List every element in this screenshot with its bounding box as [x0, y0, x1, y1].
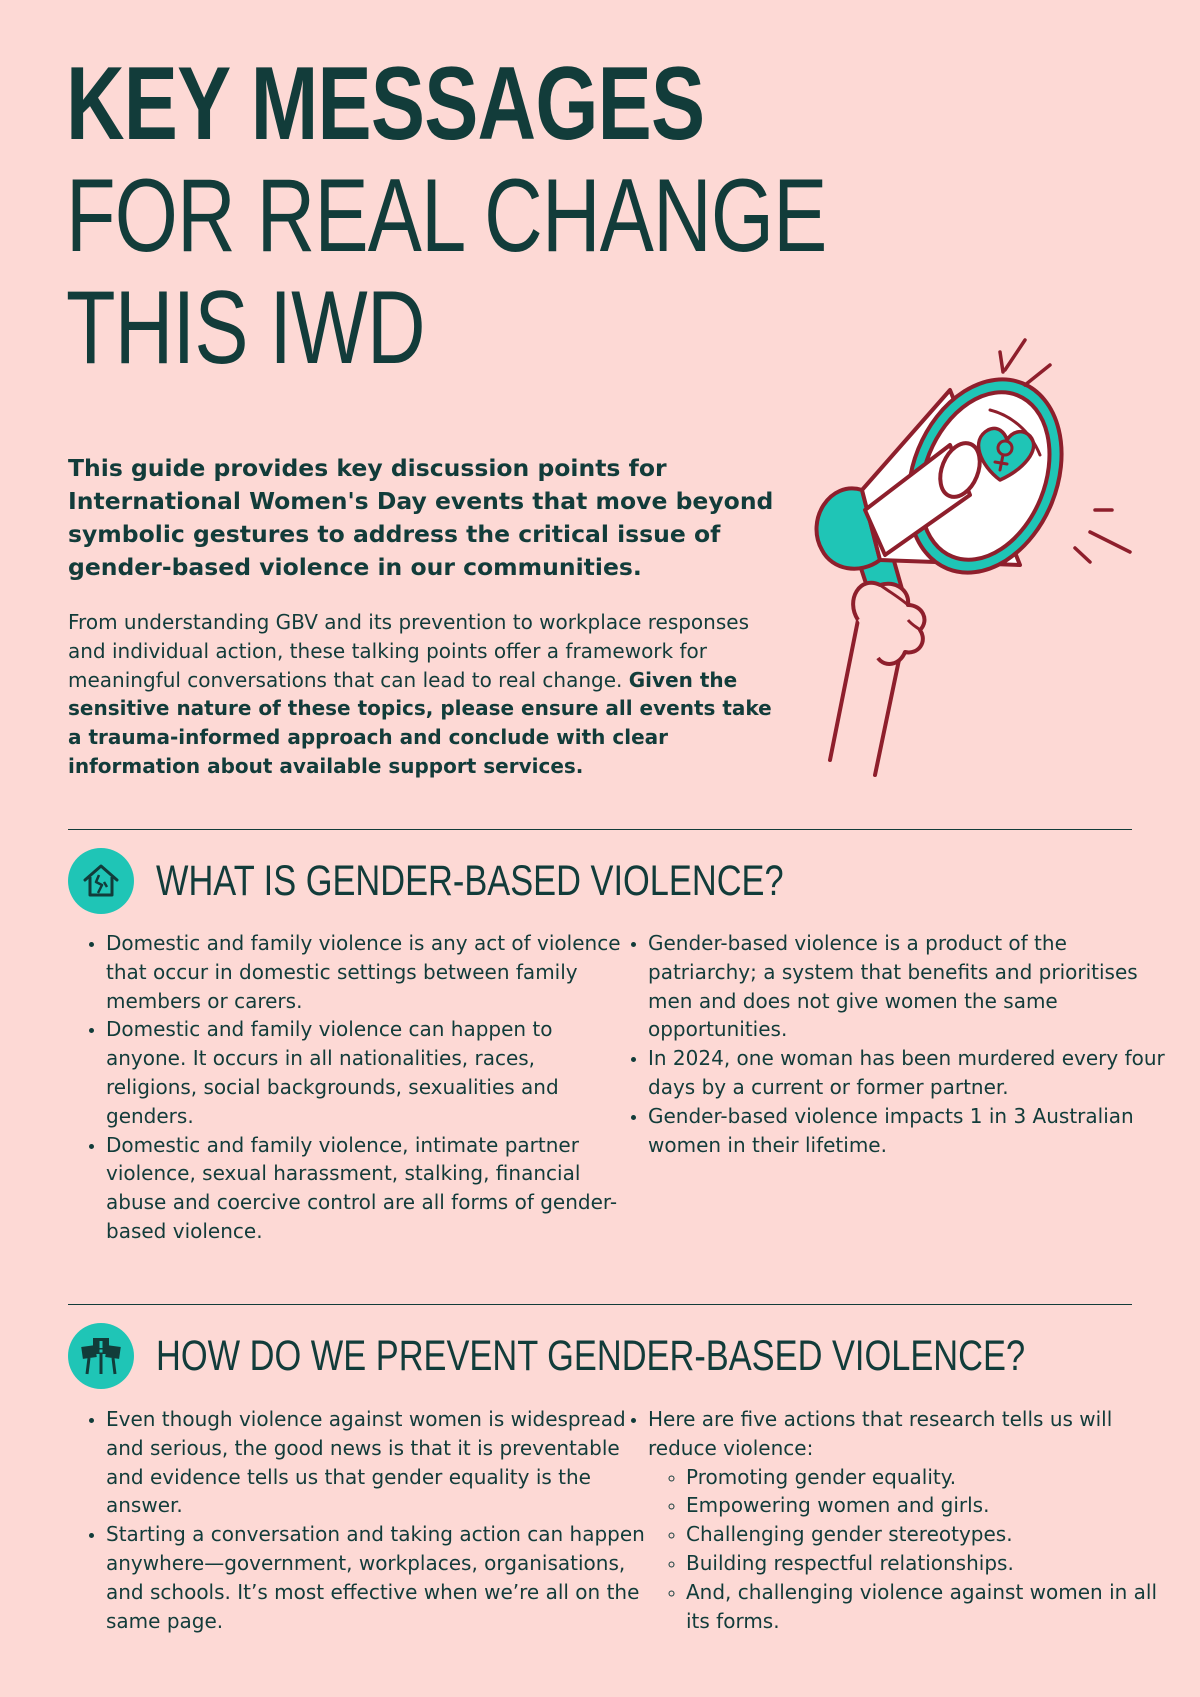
section-prevent-gbv-header — [68, 1323, 1200, 1389]
section-2-left-list — [68, 1405, 646, 1635]
list-item: • Domestic and family violence can happen to anyone. It occurs in all nationalities, races, religions, social backgrounds, sexualities and genders. — [106, 1015, 626, 1130]
actions-intro: Here are five actions that research tells us will reduce violence: — [648, 1407, 1113, 1460]
list-item: • Starting a conversation and taking action can happen anywhere—government, workplaces, organisations, and schools. It’s most effective when we’re all on the same page. — [106, 1520, 646, 1635]
list-item — [648, 1405, 1178, 1635]
section-2-right-list — [610, 1405, 1178, 1635]
divider-1 — [68, 829, 1132, 830]
sub-list-item: ◦ Challenging gender stereotypes. — [686, 1520, 1178, 1549]
actions-sublist — [648, 1463, 1178, 1636]
list-item: • In 2024, one woman has been murdered every four days by a current or former partner. — [648, 1044, 1168, 1102]
broken-house-icon — [68, 848, 134, 914]
body-text — [68, 608, 788, 781]
section-1-right-list — [610, 929, 1168, 1159]
sub-list-item: ◦ Empowering women and girls. — [686, 1491, 1178, 1520]
sub-list-item: ◦ Promoting gender equality. — [686, 1463, 1178, 1492]
section-2-heading: HOW DO WE PREVENT GENDER-BASED VIOLENCE? — [156, 1331, 1026, 1380]
list-item: • Gender-based violence is a product of the patriarchy; a system that benefits and prioritises men and does not give women the same opportunities. — [648, 929, 1168, 1044]
title-line-3: THIS IWD — [66, 270, 425, 386]
sub-list-item: ◦ And, challenging violence against women in all its forms. — [686, 1578, 1178, 1636]
title-line-2: FOR REAL CHANGE — [66, 158, 827, 274]
body-plain: From understanding GBV and its prevention to workplace responses and individual action, these talking points offer a framework for meaningful conversations that can lead to real change. — [68, 610, 749, 692]
sub-list-item: ◦ Building respectful relationships. — [686, 1549, 1178, 1578]
list-item: • Domestic and family violence, intimate partner violence, sexual harassment, stalking, financial abuse and coercive control are all forms of gender-based violence. — [106, 1131, 626, 1246]
megaphone-icon — [800, 330, 1140, 780]
title-line-1: KEY MESSAGES — [66, 46, 705, 162]
protest-signs-icon — [68, 1323, 134, 1389]
section-1-left-list — [68, 929, 626, 1246]
divider-2 — [68, 1304, 1132, 1305]
list-item: • Gender-based violence impacts 1 in 3 Australian women in their lifetime. — [648, 1102, 1168, 1160]
list-item: • Even though violence against women is widespread and serious, the good news is that it is preventable and evidence tells us that gender equality is the answer. — [106, 1405, 646, 1520]
section-1-heading: WHAT IS GENDER-BASED VIOLENCE? — [156, 856, 784, 905]
section-what-is-gbv-header — [68, 848, 941, 914]
intro-text: This guide provides key discussion points for International Women's Day events that move beyond symbolic gestures to address the critical issue of gender-based violence in our communities. — [68, 454, 774, 581]
list-item: • Domestic and family violence is any act of violence that occur in domestic settings between family members or carers. — [106, 929, 626, 1015]
body-bold: Given the sensitive nature of these topics, please ensure all events take a trauma-informed approach and conclude with clear information about available support services. — [68, 667, 772, 778]
